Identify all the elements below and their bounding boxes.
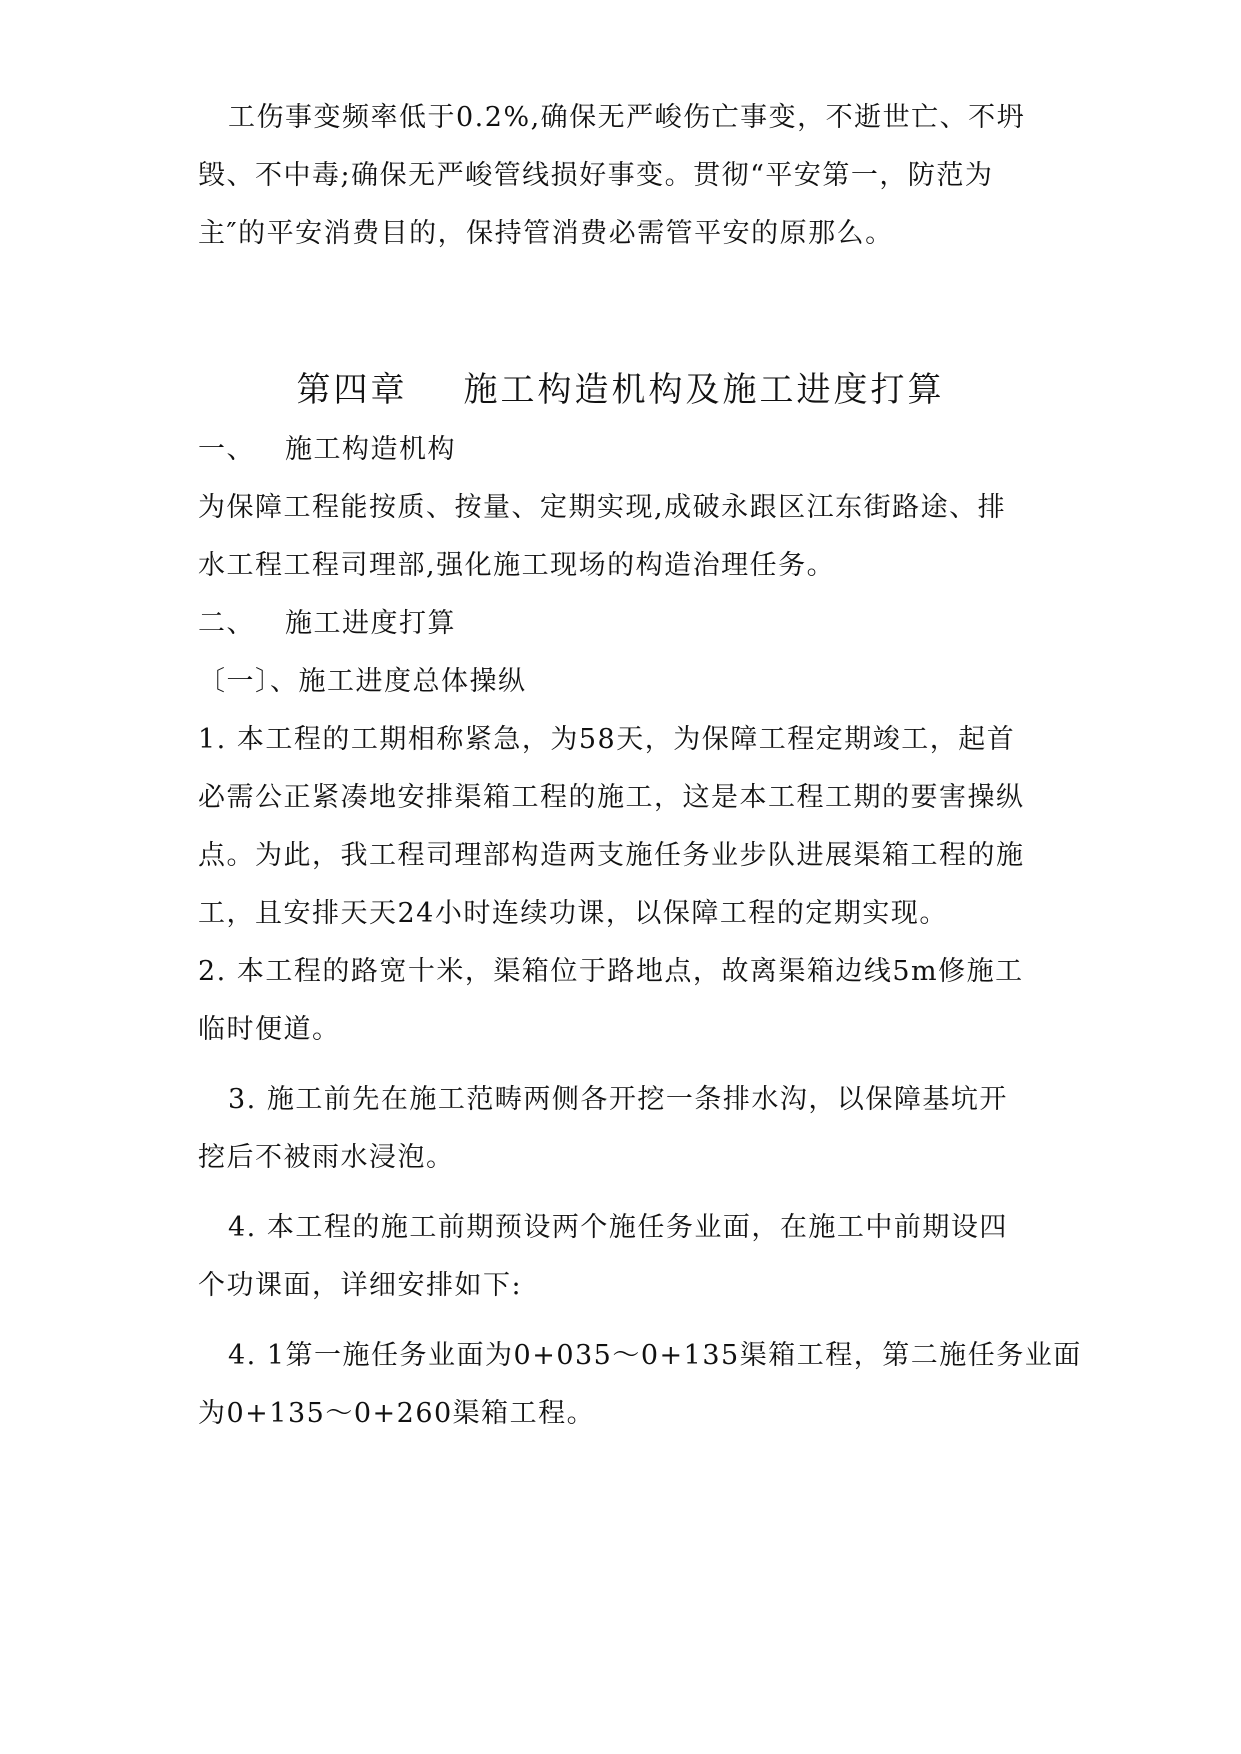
item-1-line-4: 工，且安排天天24小时连续功课，以保障工程的定期实现。 bbox=[198, 898, 948, 929]
item-2-line-1: 2. 本工程的路宽十米，渠箱位于路地点，故离渠箱边线5m修施工 bbox=[198, 956, 1024, 987]
item-3-line-2: 挖后不被雨水浸泡。 bbox=[198, 1142, 455, 1173]
item-2-line-2: 临时便道。 bbox=[198, 1014, 341, 1045]
item-4-line-1: 4. 本工程的施工前期预设两个施任务业面，在施工中前期设四 bbox=[228, 1212, 1008, 1243]
item-1-line-3: 点。为此，我工程司理部构造两支施任务业步队进展渠箱工程的施 bbox=[198, 840, 1025, 871]
section-1-number: 一、 bbox=[198, 434, 255, 465]
item-3-line-1: 3. 施工前先在施工范畴两侧各开挖一条排水沟，以保障基坑开 bbox=[228, 1084, 1008, 1115]
section-1-heading bbox=[198, 432, 456, 468]
section-2-number: 二、 bbox=[198, 608, 255, 639]
intro-line-2: 毁、不中毒;确保无严峻管线损好事变。贯彻“平安第一，防范为 bbox=[198, 160, 994, 191]
intro-line-3: 主″的平安消费目的，保持管消费必需管平安的原那么。 bbox=[198, 218, 894, 249]
chapter-heading: 施工构造机构及施工进度打算 bbox=[463, 370, 945, 410]
intro-line-1: 工伤事变频率低于0.2%,确保无严峻伤亡事变，不逝世亡、不坍 bbox=[228, 102, 1026, 133]
section-2-title: 施工进度打算 bbox=[285, 608, 456, 639]
chapter-number: 第四章 bbox=[296, 370, 408, 410]
section-1-line-2: 水工程工程司理部,强化施工现场的构造治理任务。 bbox=[198, 550, 836, 581]
item-1-line-1: 1. 本工程的工期相称紧急，为58天，为保障工程定期竣工，起首 bbox=[198, 724, 1016, 755]
item-1-line-2: 必需公正紧凑地安排渠箱工程的施工，这是本工程工期的要害操纵 bbox=[198, 782, 1025, 813]
section-2-subheading: 〔一〕、施工进度总体操纵 bbox=[198, 666, 527, 697]
section-1-title: 施工构造机构 bbox=[285, 434, 456, 465]
item-4-1-line-1: 4. 1第一施任务业面为0+035～0+135渠箱工程，第二施任务业面 bbox=[228, 1340, 1082, 1371]
section-1-line-1: 为保障工程能按质、按量、定期实现,成破永跟区江东街路途、排 bbox=[198, 492, 1007, 523]
item-4-1-line-2: 为0+135～0+260渠箱工程。 bbox=[198, 1398, 596, 1429]
item-4-line-2: 个功课面，详细安排如下: bbox=[198, 1270, 523, 1301]
chapter-title bbox=[0, 368, 1241, 412]
section-2-heading bbox=[198, 606, 456, 642]
